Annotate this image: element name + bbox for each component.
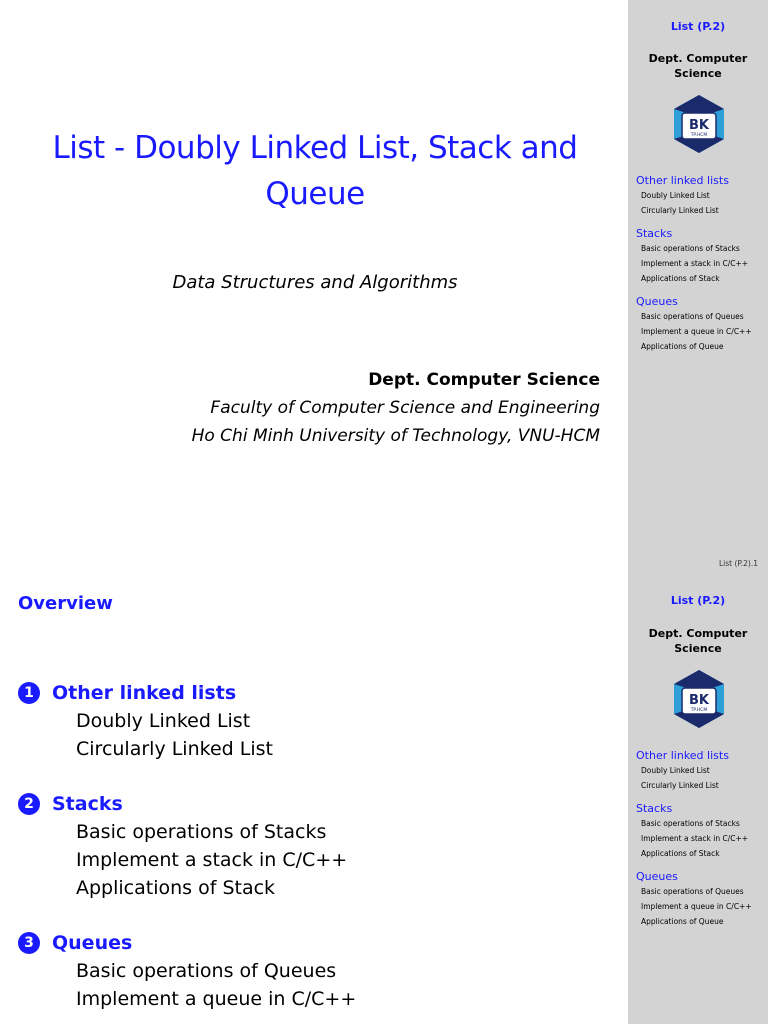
sidebar-item-circularly-linked-list[interactable]: Circularly Linked List: [641, 781, 719, 790]
overview-list: [18, 679, 608, 1013]
sidebar-item-basic-ops-stacks[interactable]: Basic operations of Stacks: [641, 244, 740, 253]
section-number-badge: 2: [18, 793, 40, 815]
sidebar-section-stacks[interactable]: Stacks: [636, 802, 673, 815]
sidebar-nav: [636, 749, 766, 929]
sidebar-item-basic-ops-queues[interactable]: Basic operations of Queues: [641, 312, 744, 321]
sidebar-section-queues[interactable]: Queues: [636, 295, 678, 308]
sidebar-nav: [636, 174, 766, 354]
sidebar: [628, 0, 768, 575]
slide-subtitle: Data Structures and Algorithms: [172, 272, 458, 293]
overview-item[interactable]: Doubly Linked List: [76, 710, 251, 732]
sidebar-dept: [628, 51, 768, 81]
overview-section[interactable]: [18, 929, 608, 957]
sidebar-item-applications-queue[interactable]: Applications of Queue: [641, 342, 724, 351]
sidebar-title[interactable]: List (P.2): [670, 20, 726, 33]
overview-item[interactable]: Applications of Stack: [76, 877, 276, 899]
slide-title-line2: Queue: [265, 176, 365, 212]
overview-item[interactable]: Implement a queue in C/C++: [76, 988, 357, 1010]
overview-section[interactable]: [18, 790, 608, 818]
institution-line1: Faculty of Computer Science and Engineering: [210, 398, 600, 418]
sidebar-section-other-linked-lists[interactable]: Other linked lists: [636, 749, 729, 762]
sidebar-item-circularly-linked-list[interactable]: Circularly Linked List: [641, 206, 719, 215]
sidebar-item-applications-stack[interactable]: Applications of Stack: [641, 849, 720, 858]
overview-section-label: Queues: [52, 932, 133, 954]
sidebar-dept-line2: Science: [674, 642, 722, 655]
slide-page-number: List (P.2).1: [718, 559, 758, 568]
sidebar-item-applications-stack[interactable]: Applications of Stack: [641, 274, 720, 283]
sidebar-item-basic-ops-stacks[interactable]: Basic operations of Stacks: [641, 819, 740, 828]
sidebar-item-implement-queue[interactable]: Implement a queue in C/C++: [641, 327, 752, 336]
sidebar-title[interactable]: List (P.2): [670, 594, 726, 607]
sidebar-dept-line1: Dept. Computer: [648, 627, 748, 640]
section-number-badge: 1: [18, 682, 40, 704]
sidebar-section-stacks[interactable]: Stacks: [636, 227, 673, 240]
bk-logo-icon: [668, 93, 730, 155]
overview-heading: Overview: [18, 593, 113, 614]
overview-slide: [0, 575, 768, 1024]
sidebar-item-applications-queue[interactable]: Applications of Queue: [641, 917, 724, 926]
sidebar-item-basic-ops-queues[interactable]: Basic operations of Queues: [641, 887, 744, 896]
sidebar: [628, 575, 768, 1024]
institution-line2: Ho Chi Minh University of Technology, VNU-HCM: [191, 426, 600, 446]
sidebar-dept: [628, 626, 768, 656]
sidebar-item-doubly-linked-list[interactable]: Doubly Linked List: [641, 191, 710, 200]
slide-title: [25, 125, 605, 217]
sidebar-item-doubly-linked-list[interactable]: Doubly Linked List: [641, 766, 710, 775]
overview-section[interactable]: [18, 679, 608, 707]
sidebar-dept-line1: Dept. Computer: [648, 52, 748, 65]
sidebar-item-implement-stack[interactable]: Implement a stack in C/C++: [641, 259, 749, 268]
sidebar-item-implement-stack[interactable]: Implement a stack in C/C++: [641, 834, 749, 843]
logo-subtext: TP.HCM: [690, 708, 708, 713]
logo-subtext: TP.HCM: [690, 133, 708, 138]
logo-text: BK: [689, 118, 709, 133]
logo-text: BK: [689, 693, 709, 708]
bk-logo-icon: [668, 668, 730, 730]
overview-item[interactable]: Basic operations of Stacks: [76, 821, 327, 843]
sidebar-dept-line2: Science: [674, 67, 722, 80]
sidebar-section-other-linked-lists[interactable]: Other linked lists: [636, 174, 729, 187]
overview-section-label: Other linked lists: [52, 682, 237, 704]
overview-item[interactable]: Circularly Linked List: [76, 738, 273, 760]
section-number-badge: 3: [18, 932, 40, 954]
overview-item[interactable]: Basic operations of Queues: [76, 960, 337, 982]
overview-section-label: Stacks: [52, 793, 123, 815]
author: Dept. Computer Science: [368, 370, 600, 390]
overview-item[interactable]: Implement a stack in C/C++: [76, 849, 348, 871]
slide-title-line1: List - Doubly Linked List, Stack and: [52, 130, 578, 166]
sidebar-item-implement-queue[interactable]: Implement a queue in C/C++: [641, 902, 752, 911]
sidebar-section-queues[interactable]: Queues: [636, 870, 678, 883]
